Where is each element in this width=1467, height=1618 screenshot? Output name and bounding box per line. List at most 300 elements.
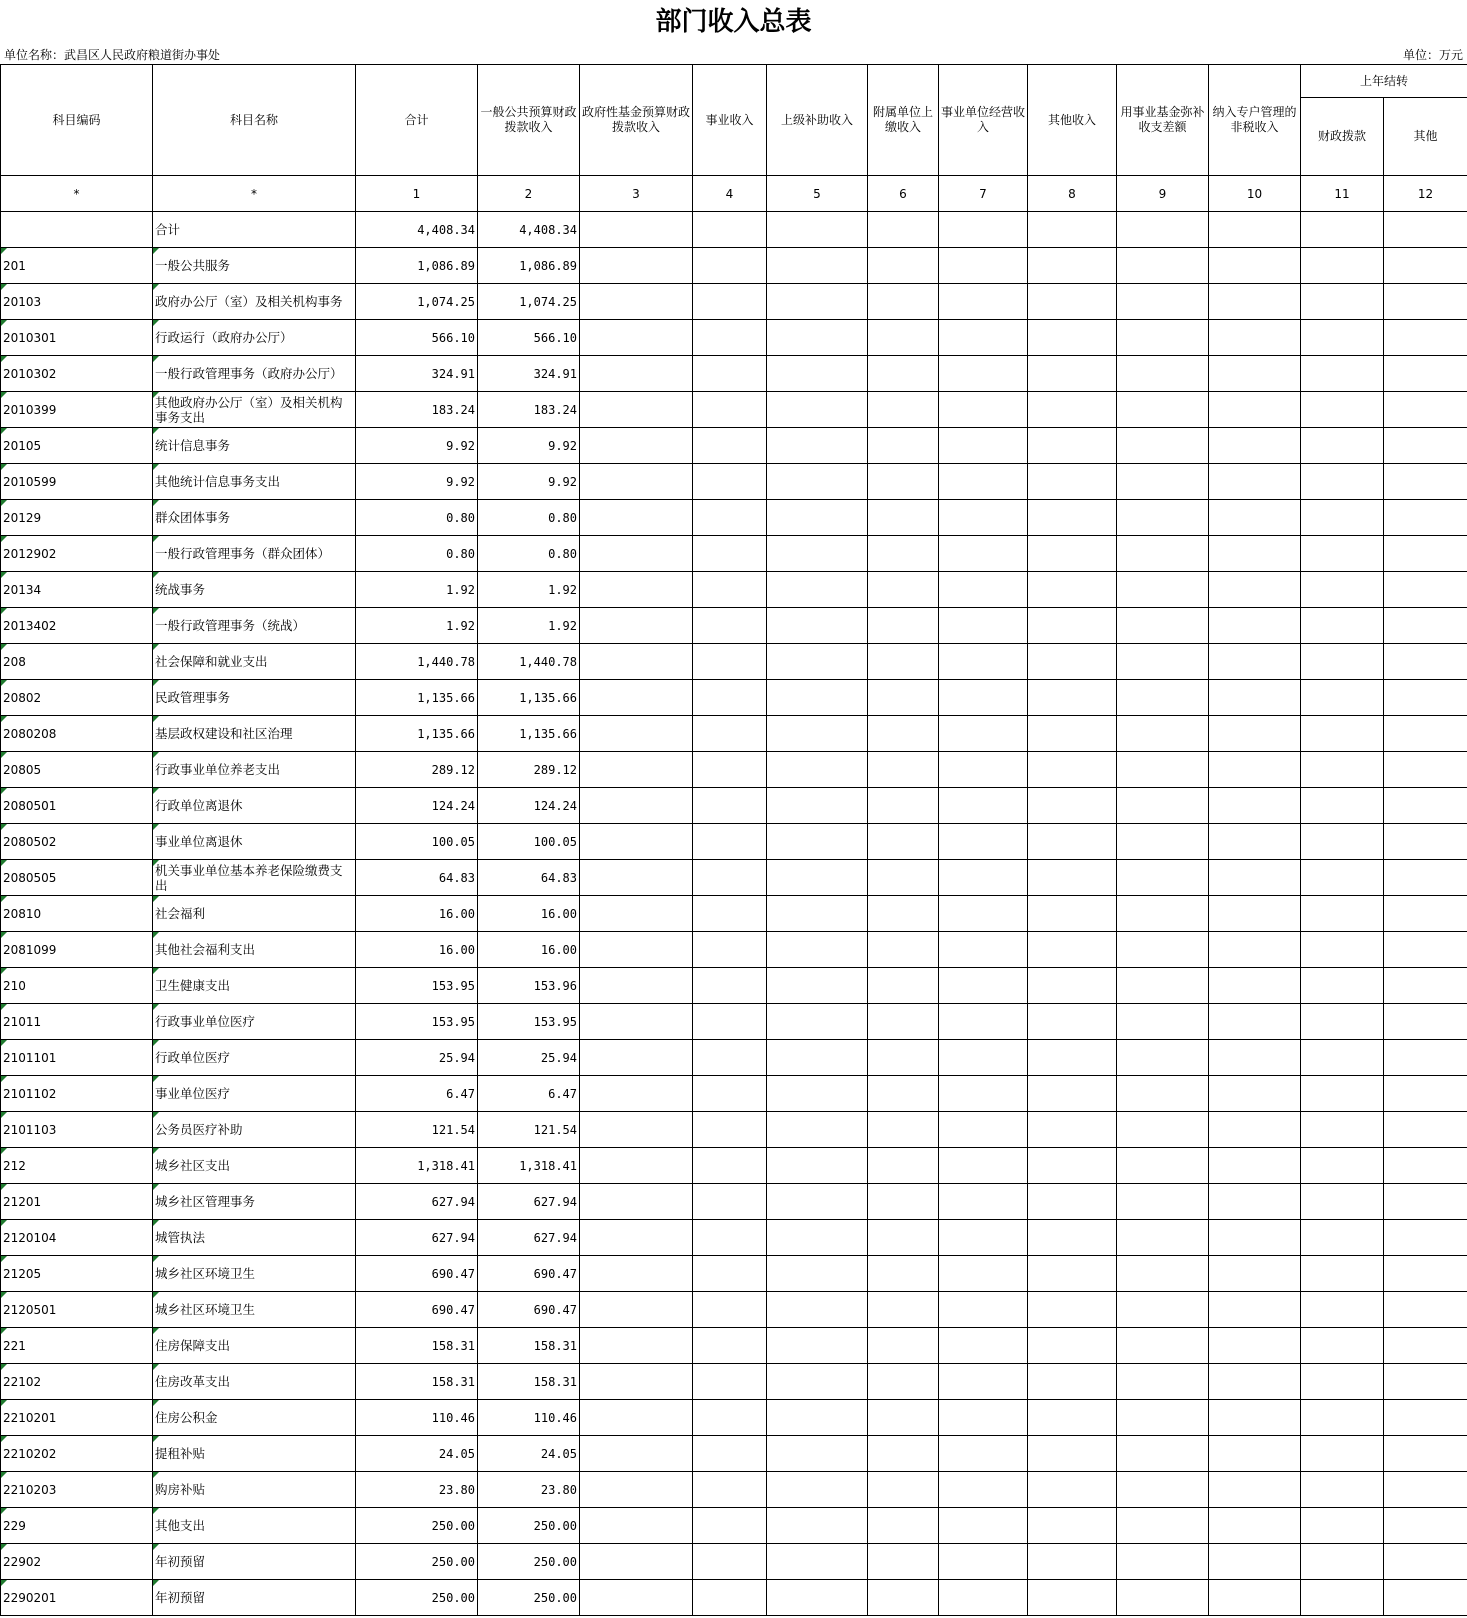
empty-amount-cell[interactable]	[693, 1004, 767, 1040]
subject-code-cell[interactable]	[1, 788, 153, 824]
empty-amount-cell[interactable]	[767, 500, 868, 536]
subject-name-cell[interactable]	[153, 1364, 356, 1400]
empty-amount-cell[interactable]	[1117, 536, 1209, 572]
general-budget-amount-cell[interactable]: 121.54	[478, 1112, 580, 1148]
empty-amount-cell[interactable]	[1209, 1184, 1301, 1220]
subject-code-cell[interactable]	[1, 1580, 153, 1616]
empty-amount-cell[interactable]	[1028, 356, 1117, 392]
empty-amount-cell[interactable]	[580, 1364, 693, 1400]
empty-amount-cell[interactable]	[868, 752, 939, 788]
empty-amount-cell[interactable]	[868, 356, 939, 392]
empty-amount-cell[interactable]	[1209, 788, 1301, 824]
empty-amount-cell[interactable]	[1209, 464, 1301, 500]
subject-code-cell[interactable]	[1, 1004, 153, 1040]
empty-amount-cell[interactable]	[868, 464, 939, 500]
empty-amount-cell[interactable]	[1209, 932, 1301, 968]
empty-amount-cell[interactable]	[767, 680, 868, 716]
empty-amount-cell[interactable]	[1301, 752, 1384, 788]
empty-amount-cell[interactable]	[1301, 1436, 1384, 1472]
empty-amount-cell[interactable]	[1028, 1292, 1117, 1328]
subject-name-cell[interactable]	[153, 1292, 356, 1328]
empty-amount-cell[interactable]	[939, 320, 1028, 356]
empty-amount-cell[interactable]	[1301, 1364, 1384, 1400]
empty-amount-cell[interactable]	[767, 1040, 868, 1076]
empty-amount-cell[interactable]	[1117, 1544, 1209, 1580]
empty-amount-cell[interactable]	[1209, 1472, 1301, 1508]
empty-amount-cell[interactable]	[1028, 1220, 1117, 1256]
empty-amount-cell[interactable]	[939, 1004, 1028, 1040]
empty-amount-cell[interactable]	[580, 1400, 693, 1436]
empty-amount-cell[interactable]	[868, 248, 939, 284]
empty-amount-cell[interactable]	[580, 1292, 693, 1328]
empty-amount-cell[interactable]	[1028, 824, 1117, 860]
empty-amount-cell[interactable]	[1028, 500, 1117, 536]
general-budget-amount-cell[interactable]: 124.24	[478, 788, 580, 824]
subject-code-cell[interactable]	[1, 1148, 153, 1184]
empty-amount-cell[interactable]	[939, 536, 1028, 572]
empty-amount-cell[interactable]	[767, 788, 868, 824]
total-amount-cell[interactable]: 1,074.25	[356, 284, 478, 320]
empty-amount-cell[interactable]	[693, 1400, 767, 1436]
subject-name-cell[interactable]	[153, 1508, 356, 1544]
empty-amount-cell[interactable]	[767, 644, 868, 680]
general-budget-amount-cell[interactable]: 566.10	[478, 320, 580, 356]
empty-amount-cell[interactable]	[868, 1544, 939, 1580]
empty-amount-cell[interactable]	[1301, 1040, 1384, 1076]
total-amount-cell[interactable]: 627.94	[356, 1220, 478, 1256]
empty-amount-cell[interactable]	[1384, 1076, 1467, 1112]
empty-amount-cell[interactable]	[767, 1580, 868, 1616]
empty-amount-cell[interactable]	[1384, 284, 1467, 320]
empty-amount-cell[interactable]	[939, 1184, 1028, 1220]
subject-code-cell[interactable]	[1, 644, 153, 680]
subject-name-cell[interactable]	[153, 1580, 356, 1616]
general-budget-amount-cell[interactable]: 250.00	[478, 1544, 580, 1580]
empty-amount-cell[interactable]	[767, 824, 868, 860]
empty-amount-cell[interactable]	[1301, 212, 1384, 248]
total-amount-cell[interactable]: 24.05	[356, 1436, 478, 1472]
total-amount-cell[interactable]: 1.92	[356, 572, 478, 608]
empty-amount-cell[interactable]	[939, 1148, 1028, 1184]
empty-amount-cell[interactable]	[580, 1472, 693, 1508]
empty-amount-cell[interactable]	[693, 320, 767, 356]
empty-amount-cell[interactable]	[580, 464, 693, 500]
empty-amount-cell[interactable]	[939, 1328, 1028, 1364]
empty-amount-cell[interactable]	[693, 788, 767, 824]
empty-amount-cell[interactable]	[939, 1040, 1028, 1076]
empty-amount-cell[interactable]	[693, 680, 767, 716]
general-budget-amount-cell[interactable]: 1,440.78	[478, 644, 580, 680]
empty-amount-cell[interactable]	[939, 1256, 1028, 1292]
empty-amount-cell[interactable]	[1209, 896, 1301, 932]
empty-amount-cell[interactable]	[1209, 680, 1301, 716]
empty-amount-cell[interactable]	[868, 1112, 939, 1148]
subject-code-cell[interactable]	[1, 1328, 153, 1364]
empty-amount-cell[interactable]	[1028, 932, 1117, 968]
empty-amount-cell[interactable]	[1117, 1364, 1209, 1400]
empty-amount-cell[interactable]	[580, 644, 693, 680]
total-amount-cell[interactable]: 1,318.41	[356, 1148, 478, 1184]
empty-amount-cell[interactable]	[868, 392, 939, 428]
total-amount-cell[interactable]: 1,440.78	[356, 644, 478, 680]
empty-amount-cell[interactable]	[868, 1040, 939, 1076]
empty-amount-cell[interactable]	[939, 896, 1028, 932]
empty-amount-cell[interactable]	[693, 1436, 767, 1472]
empty-amount-cell[interactable]	[693, 428, 767, 464]
empty-amount-cell[interactable]	[1028, 1544, 1117, 1580]
empty-amount-cell[interactable]	[1209, 1112, 1301, 1148]
empty-amount-cell[interactable]	[939, 788, 1028, 824]
total-amount-cell[interactable]: 0.80	[356, 500, 478, 536]
subject-name-cell[interactable]	[153, 716, 356, 752]
empty-amount-cell[interactable]	[1209, 1040, 1301, 1076]
empty-amount-cell[interactable]	[1209, 1328, 1301, 1364]
empty-amount-cell[interactable]	[693, 896, 767, 932]
empty-amount-cell[interactable]	[868, 788, 939, 824]
subject-code-cell[interactable]	[1, 356, 153, 392]
empty-amount-cell[interactable]	[1117, 608, 1209, 644]
total-amount-cell[interactable]: 250.00	[356, 1544, 478, 1580]
empty-amount-cell[interactable]	[1301, 392, 1384, 428]
subject-code-cell[interactable]	[1, 1436, 153, 1472]
empty-amount-cell[interactable]	[1384, 1544, 1467, 1580]
subject-code-cell[interactable]	[1, 500, 153, 536]
empty-amount-cell[interactable]	[868, 1580, 939, 1616]
subject-name-cell[interactable]	[153, 428, 356, 464]
empty-amount-cell[interactable]	[580, 248, 693, 284]
empty-amount-cell[interactable]	[1301, 1076, 1384, 1112]
empty-amount-cell[interactable]	[868, 1508, 939, 1544]
empty-amount-cell[interactable]	[939, 680, 1028, 716]
general-budget-amount-cell[interactable]: 6.47	[478, 1076, 580, 1112]
total-amount-cell[interactable]: 566.10	[356, 320, 478, 356]
empty-amount-cell[interactable]	[868, 968, 939, 1004]
empty-amount-cell[interactable]	[939, 248, 1028, 284]
empty-amount-cell[interactable]	[693, 1112, 767, 1148]
empty-amount-cell[interactable]	[580, 968, 693, 1004]
empty-amount-cell[interactable]	[1301, 1004, 1384, 1040]
empty-amount-cell[interactable]	[868, 212, 939, 248]
empty-amount-cell[interactable]	[939, 824, 1028, 860]
empty-amount-cell[interactable]	[939, 968, 1028, 1004]
empty-amount-cell[interactable]	[868, 1184, 939, 1220]
empty-amount-cell[interactable]	[1117, 320, 1209, 356]
empty-amount-cell[interactable]	[1209, 1076, 1301, 1112]
empty-amount-cell[interactable]	[1301, 284, 1384, 320]
empty-amount-cell[interactable]	[1384, 1364, 1467, 1400]
empty-amount-cell[interactable]	[693, 392, 767, 428]
empty-amount-cell[interactable]	[693, 644, 767, 680]
empty-amount-cell[interactable]	[1209, 392, 1301, 428]
subject-name-cell[interactable]	[153, 860, 356, 896]
general-budget-amount-cell[interactable]: 23.80	[478, 1472, 580, 1508]
empty-amount-cell[interactable]	[767, 1004, 868, 1040]
empty-amount-cell[interactable]	[868, 1364, 939, 1400]
general-budget-amount-cell[interactable]: 1.92	[478, 572, 580, 608]
empty-amount-cell[interactable]	[1209, 1580, 1301, 1616]
empty-amount-cell[interactable]	[939, 1364, 1028, 1400]
empty-amount-cell[interactable]	[1209, 1148, 1301, 1184]
empty-amount-cell[interactable]	[939, 716, 1028, 752]
empty-amount-cell[interactable]	[1384, 1400, 1467, 1436]
subject-name-cell[interactable]	[153, 896, 356, 932]
empty-amount-cell[interactable]	[1028, 1328, 1117, 1364]
subject-name-cell[interactable]	[153, 1076, 356, 1112]
empty-amount-cell[interactable]	[939, 284, 1028, 320]
empty-amount-cell[interactable]	[1028, 284, 1117, 320]
empty-amount-cell[interactable]	[1301, 356, 1384, 392]
empty-amount-cell[interactable]	[1301, 536, 1384, 572]
empty-amount-cell[interactable]	[693, 968, 767, 1004]
general-budget-amount-cell[interactable]: 16.00	[478, 896, 580, 932]
total-amount-cell[interactable]: 627.94	[356, 1184, 478, 1220]
empty-amount-cell[interactable]	[580, 392, 693, 428]
subject-code-cell[interactable]	[1, 212, 153, 248]
empty-amount-cell[interactable]	[767, 1076, 868, 1112]
subject-name-cell[interactable]	[153, 608, 356, 644]
empty-amount-cell[interactable]	[939, 932, 1028, 968]
empty-amount-cell[interactable]	[1028, 464, 1117, 500]
empty-amount-cell[interactable]	[1384, 1328, 1467, 1364]
empty-amount-cell[interactable]	[767, 752, 868, 788]
general-budget-amount-cell[interactable]: 183.24	[478, 392, 580, 428]
empty-amount-cell[interactable]	[693, 1508, 767, 1544]
empty-amount-cell[interactable]	[767, 1472, 868, 1508]
empty-amount-cell[interactable]	[1384, 716, 1467, 752]
empty-amount-cell[interactable]	[1117, 572, 1209, 608]
total-amount-cell[interactable]: 250.00	[356, 1508, 478, 1544]
general-budget-amount-cell[interactable]: 24.05	[478, 1436, 580, 1472]
empty-amount-cell[interactable]	[1384, 500, 1467, 536]
empty-amount-cell[interactable]	[1028, 1184, 1117, 1220]
empty-amount-cell[interactable]	[1209, 968, 1301, 1004]
empty-amount-cell[interactable]	[693, 1580, 767, 1616]
empty-amount-cell[interactable]	[868, 1328, 939, 1364]
subject-name-cell[interactable]	[153, 1436, 356, 1472]
empty-amount-cell[interactable]	[1209, 752, 1301, 788]
empty-amount-cell[interactable]	[1117, 500, 1209, 536]
subject-code-cell[interactable]	[1, 1184, 153, 1220]
empty-amount-cell[interactable]	[1117, 680, 1209, 716]
empty-amount-cell[interactable]	[1028, 320, 1117, 356]
subject-name-cell[interactable]	[153, 752, 356, 788]
empty-amount-cell[interactable]	[1117, 1508, 1209, 1544]
empty-amount-cell[interactable]	[1117, 788, 1209, 824]
empty-amount-cell[interactable]	[1384, 1220, 1467, 1256]
empty-amount-cell[interactable]	[1028, 1580, 1117, 1616]
empty-amount-cell[interactable]	[1209, 644, 1301, 680]
general-budget-amount-cell[interactable]: 25.94	[478, 1040, 580, 1076]
empty-amount-cell[interactable]	[1117, 1400, 1209, 1436]
empty-amount-cell[interactable]	[1117, 1184, 1209, 1220]
subject-name-cell[interactable]	[153, 1400, 356, 1436]
empty-amount-cell[interactable]	[868, 1076, 939, 1112]
empty-amount-cell[interactable]	[767, 464, 868, 500]
empty-amount-cell[interactable]	[1117, 1076, 1209, 1112]
empty-amount-cell[interactable]	[580, 1112, 693, 1148]
empty-amount-cell[interactable]	[1301, 572, 1384, 608]
subject-name-cell[interactable]	[153, 464, 356, 500]
subject-name-cell[interactable]	[153, 536, 356, 572]
empty-amount-cell[interactable]	[939, 212, 1028, 248]
empty-amount-cell[interactable]	[767, 1436, 868, 1472]
empty-amount-cell[interactable]	[1117, 248, 1209, 284]
subject-name-cell[interactable]	[153, 788, 356, 824]
general-budget-amount-cell[interactable]: 1,135.66	[478, 680, 580, 716]
empty-amount-cell[interactable]	[1209, 1004, 1301, 1040]
empty-amount-cell[interactable]	[1209, 536, 1301, 572]
empty-amount-cell[interactable]	[1117, 1220, 1209, 1256]
empty-amount-cell[interactable]	[580, 680, 693, 716]
empty-amount-cell[interactable]	[868, 1220, 939, 1256]
empty-amount-cell[interactable]	[693, 932, 767, 968]
empty-amount-cell[interactable]	[868, 896, 939, 932]
general-budget-amount-cell[interactable]: 627.94	[478, 1184, 580, 1220]
empty-amount-cell[interactable]	[1117, 1040, 1209, 1076]
empty-amount-cell[interactable]	[868, 320, 939, 356]
empty-amount-cell[interactable]	[1028, 1364, 1117, 1400]
empty-amount-cell[interactable]	[939, 428, 1028, 464]
total-amount-cell[interactable]: 64.83	[356, 860, 478, 896]
empty-amount-cell[interactable]	[1209, 572, 1301, 608]
subject-name-cell[interactable]	[153, 1112, 356, 1148]
total-amount-cell[interactable]: 1,135.66	[356, 680, 478, 716]
empty-amount-cell[interactable]	[767, 1328, 868, 1364]
general-budget-amount-cell[interactable]: 153.96	[478, 968, 580, 1004]
general-budget-amount-cell[interactable]: 100.05	[478, 824, 580, 860]
empty-amount-cell[interactable]	[1209, 284, 1301, 320]
general-budget-amount-cell[interactable]: 1,135.66	[478, 716, 580, 752]
subject-code-cell[interactable]	[1, 1076, 153, 1112]
empty-amount-cell[interactable]	[580, 896, 693, 932]
empty-amount-cell[interactable]	[580, 824, 693, 860]
empty-amount-cell[interactable]	[1301, 248, 1384, 284]
empty-amount-cell[interactable]	[580, 752, 693, 788]
subject-code-cell[interactable]	[1, 1220, 153, 1256]
empty-amount-cell[interactable]	[693, 356, 767, 392]
empty-amount-cell[interactable]	[1384, 248, 1467, 284]
empty-amount-cell[interactable]	[1028, 1400, 1117, 1436]
empty-amount-cell[interactable]	[1028, 1040, 1117, 1076]
empty-amount-cell[interactable]	[580, 1076, 693, 1112]
total-amount-cell[interactable]: 690.47	[356, 1256, 478, 1292]
empty-amount-cell[interactable]	[693, 1364, 767, 1400]
subject-code-cell[interactable]	[1, 1292, 153, 1328]
subject-code-cell[interactable]	[1, 428, 153, 464]
empty-amount-cell[interactable]	[580, 1148, 693, 1184]
empty-amount-cell[interactable]	[693, 1220, 767, 1256]
empty-amount-cell[interactable]	[939, 1220, 1028, 1256]
empty-amount-cell[interactable]	[580, 428, 693, 464]
total-amount-cell[interactable]: 183.24	[356, 392, 478, 428]
empty-amount-cell[interactable]	[1117, 1004, 1209, 1040]
empty-amount-cell[interactable]	[1301, 788, 1384, 824]
empty-amount-cell[interactable]	[767, 1112, 868, 1148]
empty-amount-cell[interactable]	[1384, 212, 1467, 248]
total-amount-cell[interactable]: 9.92	[356, 428, 478, 464]
empty-amount-cell[interactable]	[1384, 644, 1467, 680]
empty-amount-cell[interactable]	[1117, 428, 1209, 464]
empty-amount-cell[interactable]	[1384, 752, 1467, 788]
empty-amount-cell[interactable]	[939, 1580, 1028, 1616]
empty-amount-cell[interactable]	[1301, 1400, 1384, 1436]
subject-code-cell[interactable]	[1, 392, 153, 428]
empty-amount-cell[interactable]	[1028, 896, 1117, 932]
total-amount-cell[interactable]: 158.31	[356, 1364, 478, 1400]
empty-amount-cell[interactable]	[1384, 932, 1467, 968]
empty-amount-cell[interactable]	[1301, 716, 1384, 752]
empty-amount-cell[interactable]	[1209, 860, 1301, 896]
empty-amount-cell[interactable]	[767, 320, 868, 356]
empty-amount-cell[interactable]	[939, 1544, 1028, 1580]
total-amount-cell[interactable]: 690.47	[356, 1292, 478, 1328]
empty-amount-cell[interactable]	[767, 428, 868, 464]
empty-amount-cell[interactable]	[868, 644, 939, 680]
empty-amount-cell[interactable]	[1117, 284, 1209, 320]
total-amount-cell[interactable]: 250.00	[356, 1580, 478, 1616]
empty-amount-cell[interactable]	[767, 1544, 868, 1580]
empty-amount-cell[interactable]	[580, 1220, 693, 1256]
subject-code-cell[interactable]	[1, 932, 153, 968]
general-budget-amount-cell[interactable]: 158.31	[478, 1328, 580, 1364]
empty-amount-cell[interactable]	[939, 1400, 1028, 1436]
empty-amount-cell[interactable]	[868, 1292, 939, 1328]
empty-amount-cell[interactable]	[693, 1076, 767, 1112]
total-amount-cell[interactable]: 16.00	[356, 932, 478, 968]
empty-amount-cell[interactable]	[767, 932, 868, 968]
empty-amount-cell[interactable]	[580, 716, 693, 752]
empty-amount-cell[interactable]	[580, 1580, 693, 1616]
empty-amount-cell[interactable]	[868, 716, 939, 752]
empty-amount-cell[interactable]	[580, 1184, 693, 1220]
empty-amount-cell[interactable]	[693, 1292, 767, 1328]
empty-amount-cell[interactable]	[1209, 500, 1301, 536]
empty-amount-cell[interactable]	[1301, 1220, 1384, 1256]
subject-code-cell[interactable]	[1, 680, 153, 716]
empty-amount-cell[interactable]	[868, 1004, 939, 1040]
empty-amount-cell[interactable]	[868, 500, 939, 536]
empty-amount-cell[interactable]	[1028, 428, 1117, 464]
subject-code-cell[interactable]	[1, 752, 153, 788]
empty-amount-cell[interactable]	[767, 1508, 868, 1544]
empty-amount-cell[interactable]	[767, 248, 868, 284]
empty-amount-cell[interactable]	[1301, 1472, 1384, 1508]
empty-amount-cell[interactable]	[580, 284, 693, 320]
subject-name-cell[interactable]	[153, 680, 356, 716]
general-budget-amount-cell[interactable]: 627.94	[478, 1220, 580, 1256]
empty-amount-cell[interactable]	[693, 1544, 767, 1580]
general-budget-amount-cell[interactable]: 110.46	[478, 1400, 580, 1436]
empty-amount-cell[interactable]	[1384, 1292, 1467, 1328]
empty-amount-cell[interactable]	[767, 1292, 868, 1328]
empty-amount-cell[interactable]	[1028, 248, 1117, 284]
general-budget-amount-cell[interactable]: 9.92	[478, 428, 580, 464]
total-amount-cell[interactable]: 9.92	[356, 464, 478, 500]
general-budget-amount-cell[interactable]: 690.47	[478, 1292, 580, 1328]
total-amount-cell[interactable]: 158.31	[356, 1328, 478, 1364]
empty-amount-cell[interactable]	[1384, 824, 1467, 860]
subject-code-cell[interactable]	[1, 248, 153, 284]
empty-amount-cell[interactable]	[868, 536, 939, 572]
empty-amount-cell[interactable]	[939, 860, 1028, 896]
empty-amount-cell[interactable]	[1209, 1400, 1301, 1436]
empty-amount-cell[interactable]	[939, 1112, 1028, 1148]
empty-amount-cell[interactable]	[1209, 1220, 1301, 1256]
empty-amount-cell[interactable]	[939, 464, 1028, 500]
empty-amount-cell[interactable]	[1384, 464, 1467, 500]
empty-amount-cell[interactable]	[868, 824, 939, 860]
general-budget-amount-cell[interactable]: 4,408.34	[478, 212, 580, 248]
